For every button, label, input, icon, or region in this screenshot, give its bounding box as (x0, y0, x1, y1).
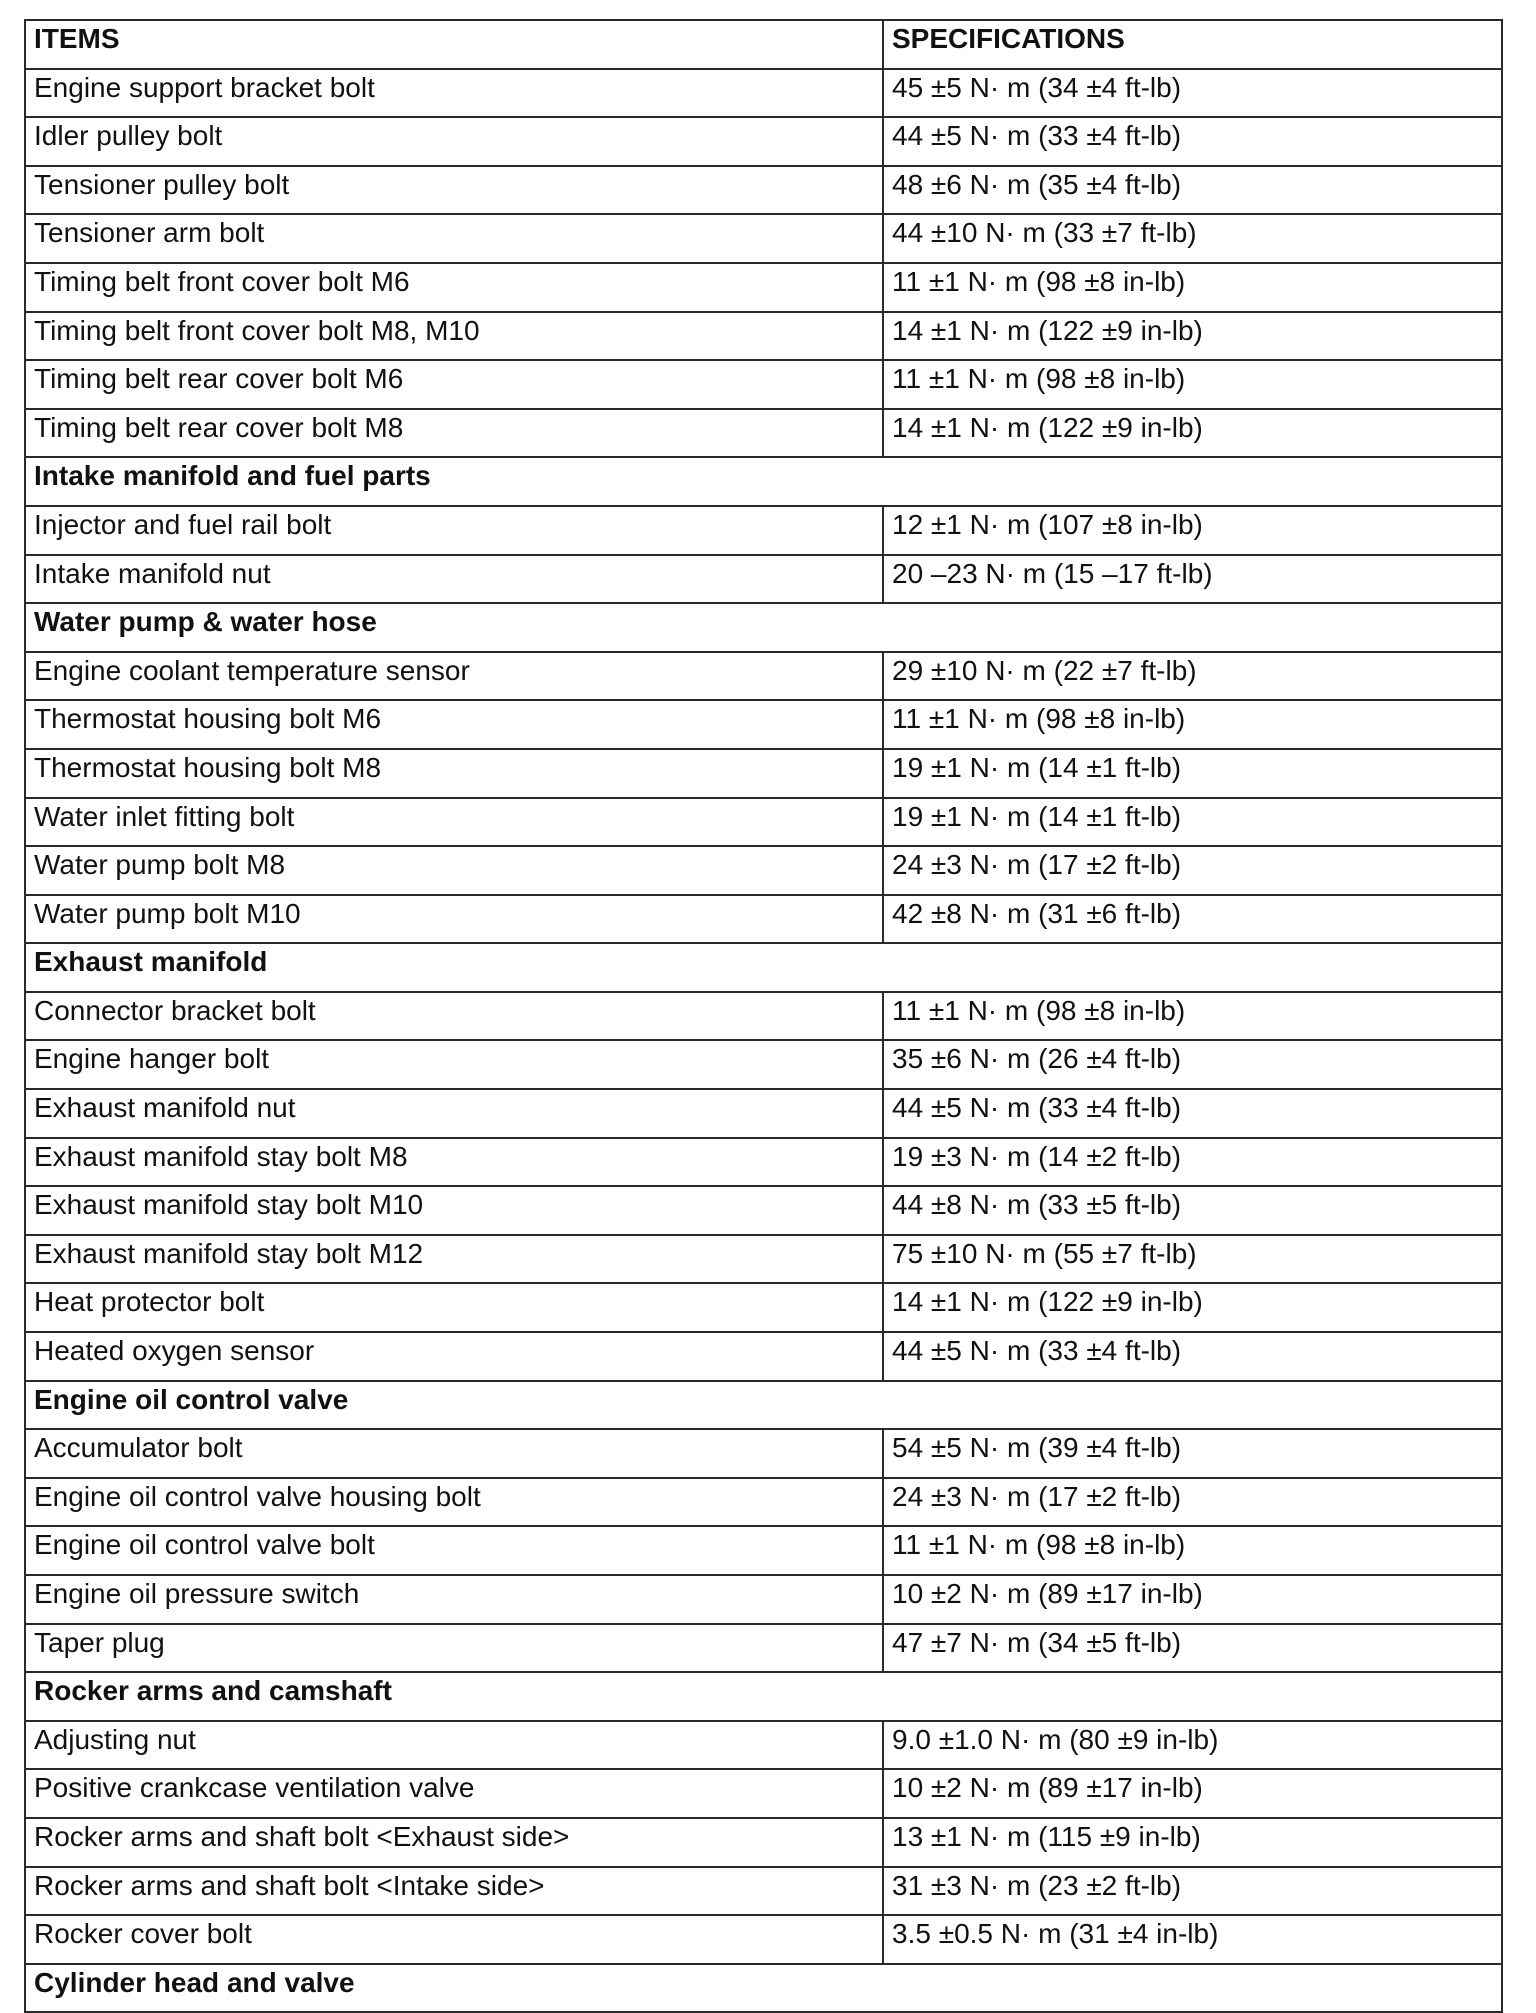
table-row (25, 263, 1502, 312)
table-row (25, 749, 1502, 798)
table-row (25, 895, 1502, 944)
item-cell: Exhaust manifold stay bolt M8 (25, 1138, 883, 1187)
item-cell: Timing belt front cover bolt M8, M10 (25, 312, 883, 361)
spec-cell: 20 –23 N· m (15 –17 ft-lb) (883, 555, 1502, 604)
spec-cell: 12 ±1 N· m (107 ±8 in-lb) (883, 506, 1502, 555)
spec-cell: 45 ±5 N· m (34 ±4 ft-lb) (883, 69, 1502, 118)
item-cell: Engine oil control valve housing bolt (25, 1478, 883, 1527)
section-row (25, 457, 1502, 506)
table-row (25, 1235, 1502, 1284)
item-cell: Tensioner pulley bolt (25, 166, 883, 215)
spec-cell: 54 ±5 N· m (39 ±4 ft-lb) (883, 1429, 1502, 1478)
section-title: Rocker arms and camshaft (25, 1672, 1502, 1721)
spec-cell: 44 ±5 N· m (33 ±4 ft-lb) (883, 1332, 1502, 1381)
spec-cell: 10 ±2 N· m (89 ±17 in-lb) (883, 1575, 1502, 1624)
table-row (25, 1429, 1502, 1478)
item-cell: Taper plug (25, 1624, 883, 1673)
item-cell: Heated oxygen sensor (25, 1332, 883, 1381)
table-row (25, 506, 1502, 555)
item-cell: Rocker cover bolt (25, 1915, 883, 1964)
spec-cell: 19 ±1 N· m (14 ±1 ft-lb) (883, 749, 1502, 798)
table-row (25, 555, 1502, 604)
section-title: Exhaust manifold (25, 943, 1502, 992)
item-cell: Connector bracket bolt (25, 992, 883, 1041)
table-row (25, 1283, 1502, 1332)
item-cell: Exhaust manifold nut (25, 1089, 883, 1138)
table-row (25, 1818, 1502, 1867)
item-cell: Engine oil control valve bolt (25, 1526, 883, 1575)
spec-cell: 11 ±1 N· m (98 ±8 in-lb) (883, 263, 1502, 312)
item-cell: Intake manifold nut (25, 555, 883, 604)
spec-cell: 19 ±3 N· m (14 ±2 ft-lb) (883, 1138, 1502, 1187)
spec-cell: 42 ±8 N· m (31 ±6 ft-lb) (883, 895, 1502, 944)
item-cell: Timing belt rear cover bolt M8 (25, 409, 883, 458)
item-cell: Injector and fuel rail bolt (25, 506, 883, 555)
item-cell: Rocker arms and shaft bolt <Intake side> (25, 1867, 883, 1916)
table-row (25, 360, 1502, 409)
table-body (25, 69, 1502, 2013)
item-cell: Thermostat housing bolt M6 (25, 700, 883, 749)
item-cell: Tensioner arm bolt (25, 214, 883, 263)
spec-cell: 3.5 ±0.5 N· m (31 ±4 in-lb) (883, 1915, 1502, 1964)
table-row (25, 700, 1502, 749)
item-cell: Thermostat housing bolt M8 (25, 749, 883, 798)
spec-cell: 48 ±6 N· m (35 ±4 ft-lb) (883, 166, 1502, 215)
table-row (25, 1915, 1502, 1964)
table-row (25, 117, 1502, 166)
spec-cell: 14 ±1 N· m (122 ±9 in-lb) (883, 1283, 1502, 1332)
table-row (25, 1332, 1502, 1381)
spec-cell: 9.0 ±1.0 N· m (80 ±9 in-lb) (883, 1721, 1502, 1770)
spec-cell: 11 ±1 N· m (98 ±8 in-lb) (883, 1526, 1502, 1575)
item-cell: Water pump bolt M10 (25, 895, 883, 944)
spec-cell: 19 ±1 N· m (14 ±1 ft-lb) (883, 798, 1502, 847)
section-row (25, 1672, 1502, 1721)
spec-cell: 44 ±5 N· m (33 ±4 ft-lb) (883, 1089, 1502, 1138)
table-row (25, 214, 1502, 263)
section-row (25, 1381, 1502, 1430)
spec-cell: 11 ±1 N· m (98 ±8 in-lb) (883, 992, 1502, 1041)
item-cell: Water inlet fitting bolt (25, 798, 883, 847)
header-specifications: SPECIFICATIONS (883, 20, 1502, 69)
spec-cell: 75 ±10 N· m (55 ±7 ft-lb) (883, 1235, 1502, 1284)
table-row (25, 1721, 1502, 1770)
header-items: ITEMS (25, 20, 883, 69)
spec-cell: 11 ±1 N· m (98 ±8 in-lb) (883, 360, 1502, 409)
item-cell: Timing belt front cover bolt M6 (25, 263, 883, 312)
item-cell: Adjusting nut (25, 1721, 883, 1770)
spec-cell: 47 ±7 N· m (34 ±5 ft-lb) (883, 1624, 1502, 1673)
table-row (25, 1138, 1502, 1187)
table-row (25, 1186, 1502, 1235)
item-cell: Water pump bolt M8 (25, 846, 883, 895)
item-cell: Rocker arms and shaft bolt <Exhaust side> (25, 1818, 883, 1867)
spec-cell: 11 ±1 N· m (98 ±8 in-lb) (883, 700, 1502, 749)
spec-cell: 35 ±6 N· m (26 ±4 ft-lb) (883, 1040, 1502, 1089)
table-row (25, 1575, 1502, 1624)
item-cell: Timing belt rear cover bolt M6 (25, 360, 883, 409)
item-cell: Engine hanger bolt (25, 1040, 883, 1089)
item-cell: Exhaust manifold stay bolt M10 (25, 1186, 883, 1235)
spec-cell: 24 ±3 N· m (17 ±2 ft-lb) (883, 1478, 1502, 1527)
spec-cell: 31 ±3 N· m (23 ±2 ft-lb) (883, 1867, 1502, 1916)
spec-cell: 44 ±8 N· m (33 ±5 ft-lb) (883, 1186, 1502, 1235)
section-row (25, 943, 1502, 992)
table-row (25, 652, 1502, 701)
section-title: Intake manifold and fuel parts (25, 457, 1502, 506)
table-row (25, 1089, 1502, 1138)
table-row (25, 409, 1502, 458)
table-row (25, 312, 1502, 361)
item-cell: Engine coolant temperature sensor (25, 652, 883, 701)
spec-cell: 14 ±1 N· m (122 ±9 in-lb) (883, 409, 1502, 458)
item-cell: Idler pulley bolt (25, 117, 883, 166)
spec-cell: 44 ±10 N· m (33 ±7 ft-lb) (883, 214, 1502, 263)
torque-spec-table (24, 19, 1503, 2013)
table-row (25, 798, 1502, 847)
table-row (25, 1624, 1502, 1673)
section-title: Water pump & water hose (25, 603, 1502, 652)
section-row (25, 603, 1502, 652)
item-cell: Engine support bracket bolt (25, 69, 883, 118)
header-row (25, 20, 1502, 69)
spec-cell: 14 ±1 N· m (122 ±9 in-lb) (883, 312, 1502, 361)
section-row (25, 1964, 1502, 2013)
table-row (25, 166, 1502, 215)
table-row (25, 1040, 1502, 1089)
item-cell: Positive crankcase ventilation valve (25, 1769, 883, 1818)
table-row (25, 1867, 1502, 1916)
spec-cell: 44 ±5 N· m (33 ±4 ft-lb) (883, 117, 1502, 166)
table-row (25, 1526, 1502, 1575)
table-row (25, 992, 1502, 1041)
table-row (25, 69, 1502, 118)
item-cell: Heat protector bolt (25, 1283, 883, 1332)
table-row (25, 1478, 1502, 1527)
item-cell: Engine oil pressure switch (25, 1575, 883, 1624)
table-row (25, 846, 1502, 895)
section-title: Cylinder head and valve (25, 1964, 1502, 2013)
table-row (25, 1769, 1502, 1818)
section-title: Engine oil control valve (25, 1381, 1502, 1430)
item-cell: Accumulator bolt (25, 1429, 883, 1478)
spec-cell: 13 ±1 N· m (115 ±9 in-lb) (883, 1818, 1502, 1867)
item-cell: Exhaust manifold stay bolt M12 (25, 1235, 883, 1284)
spec-cell: 24 ±3 N· m (17 ±2 ft-lb) (883, 846, 1502, 895)
spec-cell: 10 ±2 N· m (89 ±17 in-lb) (883, 1769, 1502, 1818)
spec-cell: 29 ±10 N· m (22 ±7 ft-lb) (883, 652, 1502, 701)
